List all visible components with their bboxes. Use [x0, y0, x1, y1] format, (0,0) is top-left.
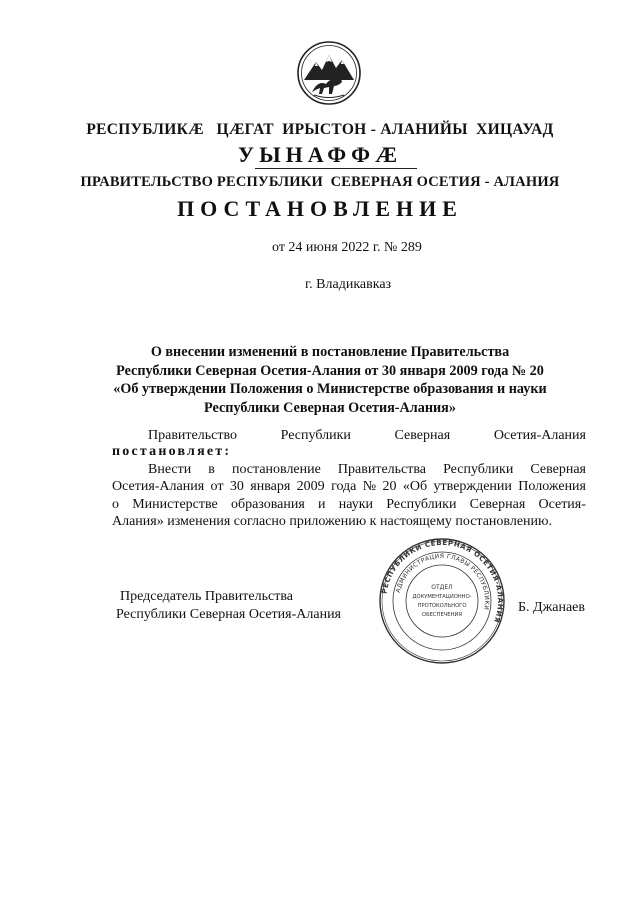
- header-russian-line: ПРАВИТЕЛЬСТВО РЕСПУБЛИКИ СЕВЕРНАЯ ОСЕТИЯ - АЛАНИЯ: [80, 174, 560, 190]
- signature-position-line: Республики Северная Осетия-Алания: [116, 607, 341, 622]
- body-line: Алания» изменения согласно приложению к настоящему постановлению.: [112, 513, 552, 529]
- title-line: «Об утверждении Положения о Министерстве образования и науки: [113, 381, 547, 397]
- preamble: [112, 428, 586, 460]
- document-city: г. Владикавказ: [305, 277, 392, 292]
- svg-text:АДМИНИСТРАЦИЯ ГЛАВЫ РЕСПУБЛИКИ: [395, 553, 490, 611]
- header-ossetian-line: РЕСПУБЛИКӔ ЦӔГАТ ИРЫСТОН - АЛАНИЙЫ ХИЦАУАД: [86, 121, 554, 138]
- header-ossetian-title: УЫНАФФӔ: [237, 142, 403, 167]
- seal-center-line: ПРОТОКОЛЬНОГО: [417, 603, 467, 609]
- resolution-verb: постановляет:: [112, 444, 232, 459]
- title-line: Республики Северная Осетия-Алания от 30 января 2009 года № 20: [116, 362, 544, 379]
- title-line: О внесении изменений в постановление Правительства: [150, 344, 510, 360]
- preamble-line: [112, 428, 586, 444]
- preamble-word: Республики: [280, 428, 351, 443]
- seal-outer-text: РЕСПУБЛИКИ СЕВЕРНАЯ ОСЕТИЯ-АЛАНИЯ: [380, 538, 505, 625]
- body-line: Внести в постановление Правительства Республики Северная: [148, 462, 586, 477]
- document-type-heading: ПОСТАНОВЛЕНИЕ: [177, 196, 463, 221]
- seal-middle-text: АДМИНИСТРАЦИЯ ГЛАВЫ РЕСПУБЛИКИ: [394, 552, 491, 611]
- body-line: о Министерстве образования и науки Республики Северная Осетия-: [112, 496, 586, 512]
- preamble-word: Правительство: [148, 428, 237, 443]
- preamble-word: Осетия-Алания: [493, 428, 586, 443]
- coat-of-arms-emblem: [296, 40, 362, 106]
- resolution-body: [112, 461, 586, 530]
- document-title: [110, 343, 550, 417]
- signature-position: [116, 588, 341, 624]
- official-seal: [378, 537, 506, 665]
- body-line: Осетия-Алания от 30 января 2009 года № 20 «Об утверждении Положения: [112, 479, 586, 495]
- seal-center-line: ОБЕСПЕЧЕНИЯ: [422, 612, 462, 618]
- signature-position-line: Председатель Правительства: [120, 589, 293, 604]
- title-line: Республики Северная Осетия-Алания»: [204, 399, 456, 416]
- signatory-name: Б. Джанаев: [518, 600, 586, 615]
- header-divider: [255, 168, 417, 169]
- preamble-word: Северная: [394, 428, 451, 443]
- document-date: от 24 июня 2022 г. № 289: [272, 240, 422, 255]
- seal-center-line: ДОКУМЕНТАЦИОННО-: [412, 594, 472, 600]
- seal-center-line: ОТДЕЛ: [431, 584, 453, 591]
